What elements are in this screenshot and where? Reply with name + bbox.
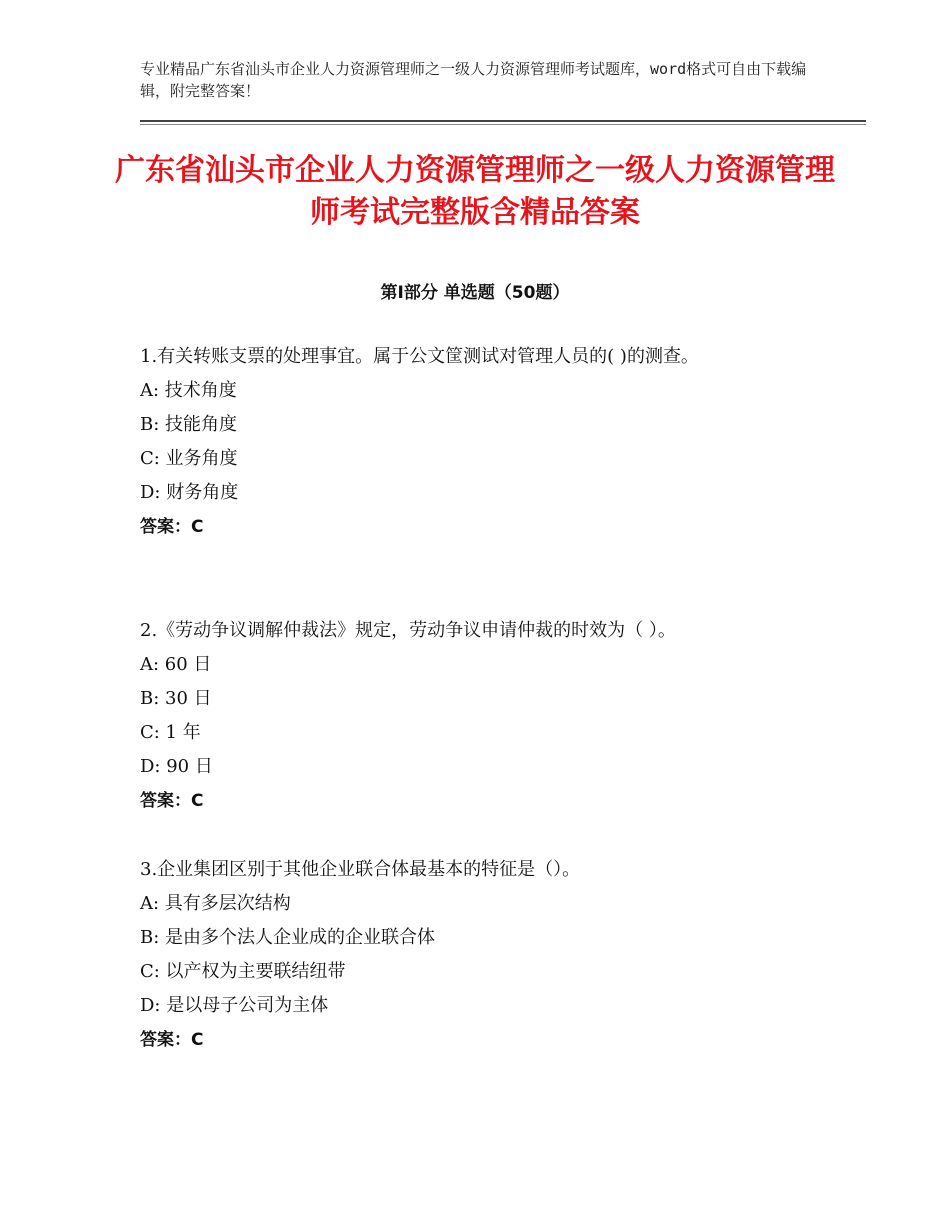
question-stem: 2.《劳动争议调解仲裁法》规定，劳动争议申请仲裁的时效为（ ）。 [140, 620, 676, 641]
option-d: D: 90 日 [140, 756, 213, 777]
option-a: A: 技术角度 [140, 380, 237, 401]
answer: 答案：C [140, 1030, 204, 1050]
answer: 答案：C [140, 791, 204, 811]
question-2 [140, 614, 820, 818]
option-a: A: 具有多层次结构 [140, 893, 291, 914]
header-note: 专业精品广东省汕头市企业人力资源管理师之一级人力资源管理师考试题库，word格式可自由下载编辑，附完整答案！ [140, 60, 807, 100]
option-d: D: 财务角度 [140, 482, 239, 503]
option-c: C: 业务角度 [140, 448, 238, 469]
header-divider [140, 120, 866, 122]
answer: 答案：C [140, 517, 204, 537]
question-stem: 1.有关转账支票的处理事宜。属于公文筐测试对管理人员的( )的测查。 [140, 346, 699, 367]
option-b: B: 30 日 [140, 688, 212, 709]
option-c: C: 1 年 [140, 722, 201, 743]
question-3 [140, 853, 820, 1057]
option-c: C: 以产权为主要联结纽带 [140, 961, 346, 982]
option-a: A: 60 日 [140, 654, 212, 675]
question-stem: 3.企业集团区别于其他企业联合体最基本的特征是（）。 [140, 859, 581, 880]
header-divider-thin [140, 124, 866, 125]
question-1 [140, 340, 820, 544]
option-b: B: 技能角度 [140, 414, 238, 435]
section-title: 第Ⅰ部分 单选题（50题） [380, 283, 570, 303]
document-title: 广东省汕头市企业人力资源管理师之一级人力资源管理师考试完整版含精品答案 [115, 153, 835, 230]
option-d: D: 是以母子公司为主体 [140, 995, 329, 1016]
option-b: B: 是由多个法人企业成的企业联合体 [140, 927, 436, 948]
